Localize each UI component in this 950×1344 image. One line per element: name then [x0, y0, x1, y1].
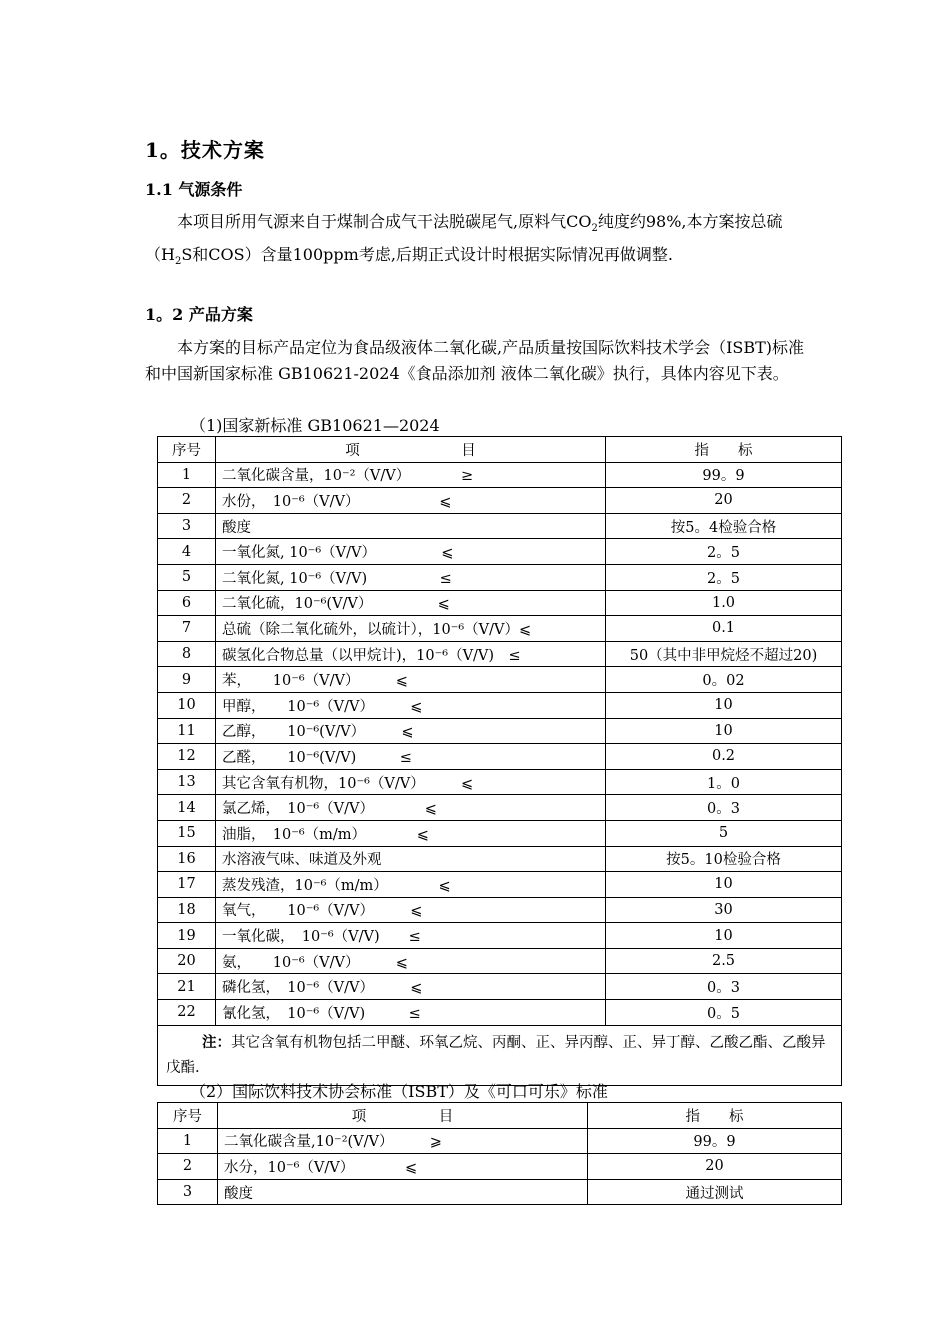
row-no: 1: [158, 1128, 218, 1154]
table-row: [158, 795, 842, 821]
row-spec: 50（其中非甲烷烃不超过20): [606, 641, 842, 667]
row-item: 油脂， 10⁻⁶（m/m） ⩽: [216, 820, 606, 846]
row-spec: 1.0: [606, 590, 842, 616]
table1-caption: （1)国家新标准 GB10621—2024: [190, 416, 440, 435]
table-row: [158, 923, 842, 949]
row-no: 10: [158, 692, 216, 718]
table-row: [158, 616, 842, 642]
table-row: [158, 641, 842, 667]
row-item: 蒸发残渣，10⁻⁶（m/m） ⩽: [216, 872, 606, 898]
row-no: 9: [158, 667, 216, 693]
row-spec: 2。5: [606, 564, 842, 590]
table-note-row: [158, 1025, 842, 1085]
row-item: 碳氢化合物总量（以甲烷计)，10⁻⁶（V/V) ≤: [216, 641, 606, 667]
section-title: 1。技术方案: [145, 138, 265, 162]
row-item: 酸度: [218, 1179, 588, 1205]
table-row: [158, 1128, 842, 1154]
subscript-2: 2: [591, 223, 598, 235]
row-spec: 0。3: [606, 974, 842, 1000]
header-no: 序号: [158, 437, 216, 463]
row-item: 氰化氢， 10⁻⁶（V/V) ≤: [216, 1000, 606, 1026]
row-item: 水溶液气味、味道及外观: [216, 846, 606, 872]
row-spec: 2.5: [606, 948, 842, 974]
table-row: [158, 948, 842, 974]
row-item: 其它含氧有机物，10⁻⁶（V/V） ⩽: [216, 769, 606, 795]
table-row: [158, 667, 842, 693]
gas-source-paragraph: [145, 209, 813, 275]
row-item: 酸度: [216, 513, 606, 539]
row-item: 二氧化碳含量，10⁻²（V/V） ≥: [216, 462, 606, 488]
row-spec: 0。3: [606, 795, 842, 821]
row-item: 氧气， 10⁻⁶（V/V） ⩽: [216, 897, 606, 923]
row-no: 20: [158, 948, 216, 974]
table-header-row: [158, 437, 842, 463]
gas-source-text-b: 纯度约98%,本方案按总硫（H: [145, 212, 783, 265]
row-no: 3: [158, 513, 216, 539]
row-spec: 10: [606, 872, 842, 898]
row-spec: 0。02: [606, 667, 842, 693]
table-row: [158, 1179, 842, 1205]
row-item: 乙醛， 10⁻⁶(V/V) ≤: [216, 744, 606, 770]
row-spec: 1。0: [606, 769, 842, 795]
row-spec: 10: [606, 692, 842, 718]
row-item: 一氧化碳， 10⁻⁶（V/V) ≤: [216, 923, 606, 949]
row-no: 7: [158, 616, 216, 642]
row-item: 二氧化氮, 10⁻⁶（V/V) ≤: [216, 564, 606, 590]
table-row: [158, 564, 842, 590]
row-item: 乙醇， 10⁻⁶(V/V） ⩽: [216, 718, 606, 744]
row-no: 15: [158, 820, 216, 846]
row-item: 甲醇， 10⁻⁶（V/V） ⩽: [216, 692, 606, 718]
row-spec: 10: [606, 718, 842, 744]
table-row: [158, 897, 842, 923]
standard-gb-table: [157, 436, 842, 1086]
row-item: 二氧化硫，10⁻⁶(V/V） ⩽: [216, 590, 606, 616]
row-spec: 10: [606, 923, 842, 949]
row-no: 14: [158, 795, 216, 821]
row-item: 二氧化碳含量,10⁻²(V/V） ⩾: [218, 1128, 588, 1154]
row-spec: 按5。10检验合格: [606, 846, 842, 872]
row-no: 17: [158, 872, 216, 898]
row-spec: 通过测试: [588, 1179, 842, 1205]
row-no: 21: [158, 974, 216, 1000]
row-no: 18: [158, 897, 216, 923]
table-row: [158, 820, 842, 846]
row-spec: 5: [606, 820, 842, 846]
table-row: [158, 974, 842, 1000]
table-row: [158, 462, 842, 488]
row-spec: 0。5: [606, 1000, 842, 1026]
table-row: [158, 1000, 842, 1026]
table-row: [158, 488, 842, 514]
row-no: 1: [158, 462, 216, 488]
table2-caption: （2）国际饮料技术协会标准（ISBT）及《可口可乐》标准: [190, 1082, 608, 1101]
row-item: 苯， 10⁻⁶（V/V） ⩽: [216, 667, 606, 693]
row-no: 22: [158, 1000, 216, 1026]
subsection-title-gas-source: 1.1 气源条件: [145, 180, 243, 199]
note-label: 注：: [202, 1033, 231, 1051]
row-spec: 0.1: [606, 616, 842, 642]
table-row: [158, 1154, 842, 1180]
row-spec: 99。9: [588, 1128, 842, 1154]
table-row: [158, 513, 842, 539]
row-no: 2: [158, 1154, 218, 1180]
row-spec: 2。5: [606, 539, 842, 565]
subsection-title-product: 1。2 产品方案: [145, 305, 253, 324]
table-row: [158, 872, 842, 898]
table-row: [158, 846, 842, 872]
gas-source-text-a: 本项目所用气源来自于煤制合成气干法脱碳尾气,原料气CO: [177, 212, 592, 231]
header-spec: 指 标: [588, 1103, 842, 1129]
row-item: 氯乙烯， 10⁻⁶（V/V） ⩽: [216, 795, 606, 821]
row-no: 12: [158, 744, 216, 770]
row-item: 氨， 10⁻⁶（V/V） ⩽: [216, 948, 606, 974]
row-no: 13: [158, 769, 216, 795]
table-header-row: [158, 1103, 842, 1129]
table-row: [158, 718, 842, 744]
note-text: 其它含氧有机物包括二甲醚、环氧乙烷、丙酮、正、异丙醇、正、异丁醇、乙酸乙酯、乙酸异戊酯.: [166, 1034, 826, 1076]
row-item: 水分，10⁻⁶（V/V） ⩽: [218, 1154, 588, 1180]
table2-body: [158, 1128, 842, 1205]
row-no: 5: [158, 564, 216, 590]
header-item: 项 目: [216, 437, 606, 463]
row-spec: 30: [606, 897, 842, 923]
table1-body: [158, 462, 842, 1025]
row-no: 6: [158, 590, 216, 616]
row-item: 总硫（除二氧化硫外，以硫计），10⁻⁶（V/V）⩽: [216, 616, 606, 642]
row-no: 3: [158, 1179, 218, 1205]
row-spec: 按5。4检验合格: [606, 513, 842, 539]
table-row: [158, 590, 842, 616]
row-no: 8: [158, 641, 216, 667]
row-no: 16: [158, 846, 216, 872]
row-spec: 20: [588, 1154, 842, 1180]
row-spec: 0.2: [606, 744, 842, 770]
table-row: [158, 769, 842, 795]
subscript-2b: 2: [174, 256, 182, 268]
header-item: 项 目: [218, 1103, 588, 1129]
row-no: 19: [158, 923, 216, 949]
row-no: 2: [158, 488, 216, 514]
row-spec: 20: [606, 488, 842, 514]
row-no: 4: [158, 539, 216, 565]
standard-isbt-table: [157, 1102, 842, 1205]
row-spec: 99。9: [606, 462, 842, 488]
table-row: [158, 539, 842, 565]
table-row: [158, 744, 842, 770]
table-row: [158, 692, 842, 718]
table-note: [158, 1025, 842, 1085]
row-no: 11: [158, 718, 216, 744]
gas-source-text-c: S和COS）含量100ppm考虑,后期正式设计时根据实际情况再做调整.: [181, 245, 673, 265]
header-spec: 指 标: [606, 437, 842, 463]
product-paragraph: 本方案的目标产品定位为食品级液体二氧化碳,产品质量按国际饮料技术学会（ISBT)标准和中国新国家标准 GB10621-2024《食品添加剂 液体二氧化碳》执行，具体内容见下表。: [145, 338, 805, 383]
row-item: 水份， 10⁻⁶（V/V） ⩽: [216, 488, 606, 514]
row-item: 磷化氢， 10⁻⁶（V/V） ⩽: [216, 974, 606, 1000]
row-item: 一氧化氮, 10⁻⁶（V/V） ⩽: [216, 539, 606, 565]
header-no: 序号: [158, 1103, 218, 1129]
